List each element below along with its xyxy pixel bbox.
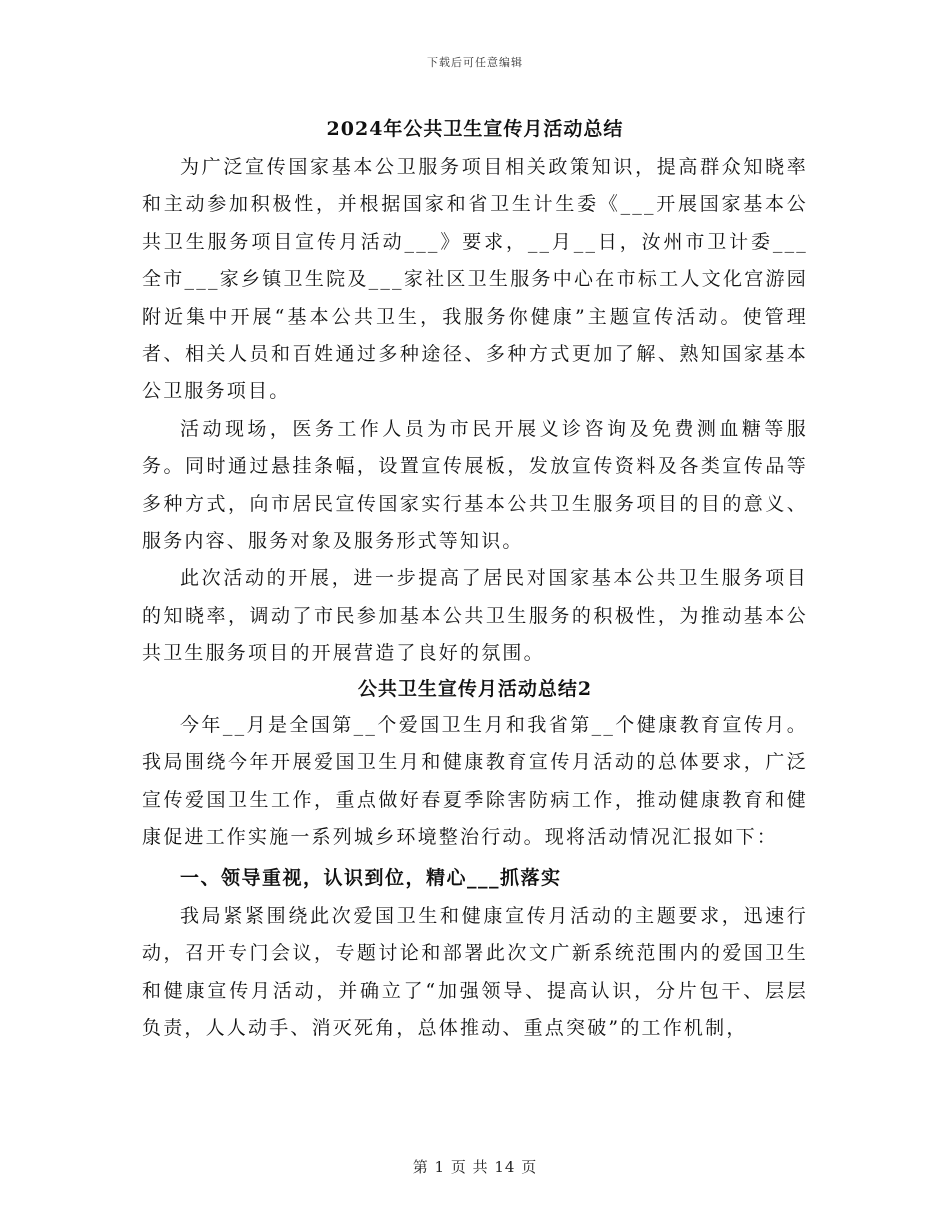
section-title-2: 公共卫生宣传月活动总结2	[357, 677, 593, 700]
paragraph: 今年__月是全国第__个爱国卫生月和我省第__个健康教育宣传月。我局围绕今年开展爱国卫生月和健康教育宣传月活动的总体要求，广泛宣传爱国卫生工作，重点做好春夏季除害防病工作，推动健康教育和健康促进工作实施一系列城乡环境整治行动。现将活动情况汇报如下：	[142, 713, 808, 848]
section-heading-1: 一、领导重视，认识到位，精心___抓落实	[180, 867, 562, 890]
document-title: 2024年公共卫生宣传月活动总结	[326, 118, 624, 140]
page-header-note: 下载后可任意编辑	[427, 56, 523, 69]
paragraph: 此次活动的开展，进一步提高了居民对国家基本公共卫生服务项目的知晓率，调动了市民参加基本公共卫生服务的积极性，为推动基本公共卫生服务项目的开展营造了良好的氛围。	[142, 567, 808, 665]
paragraph: 为广泛宣传国家基本公卫服务项目相关政策知识，提高群众知晓率和主动参加积极性，并根据国家和省卫生计生委《___开展国家基本公共卫生服务项目宣传月活动___》要求，__月__日，汝州市卫计委___全市___家乡镇卫生院及___家社区卫生服务中心在市标工人文化宫游园附近集中开展“基本公共卫生，我服务你健康”主题宣传活动。使管理者、相关人员和百姓通过多种途径、多种方式更加了解、熟知国家基本公卫服务项目。	[142, 156, 808, 403]
paragraph: 我局紧紧围绕此次爱国卫生和健康宣传月活动的主题要求，迅速行动，召开专门会议，专题讨论和部署此次文广新系统范围内的爱国卫生和健康宣传月活动，并确立了“加强领导、提高认识，分片包干、层层负责，人人动手、消灭死角，总体推动、重点突破”的工作机制，	[142, 904, 808, 1039]
page-number: 第 1 页 共 14 页	[412, 1158, 538, 1176]
paragraph: 活动现场，医务工作人员为市民开展义诊咨询及免费测血糖等服务。同时通过悬挂条幅，设置宣传展板，发放宣传资料及各类宣传品等多种方式，向市居民宣传国家实行基本公共卫生服务项目的目的意义、服务内容、服务对象及服务形式等知识。	[142, 417, 808, 553]
document-body	[142, 113, 808, 1047]
